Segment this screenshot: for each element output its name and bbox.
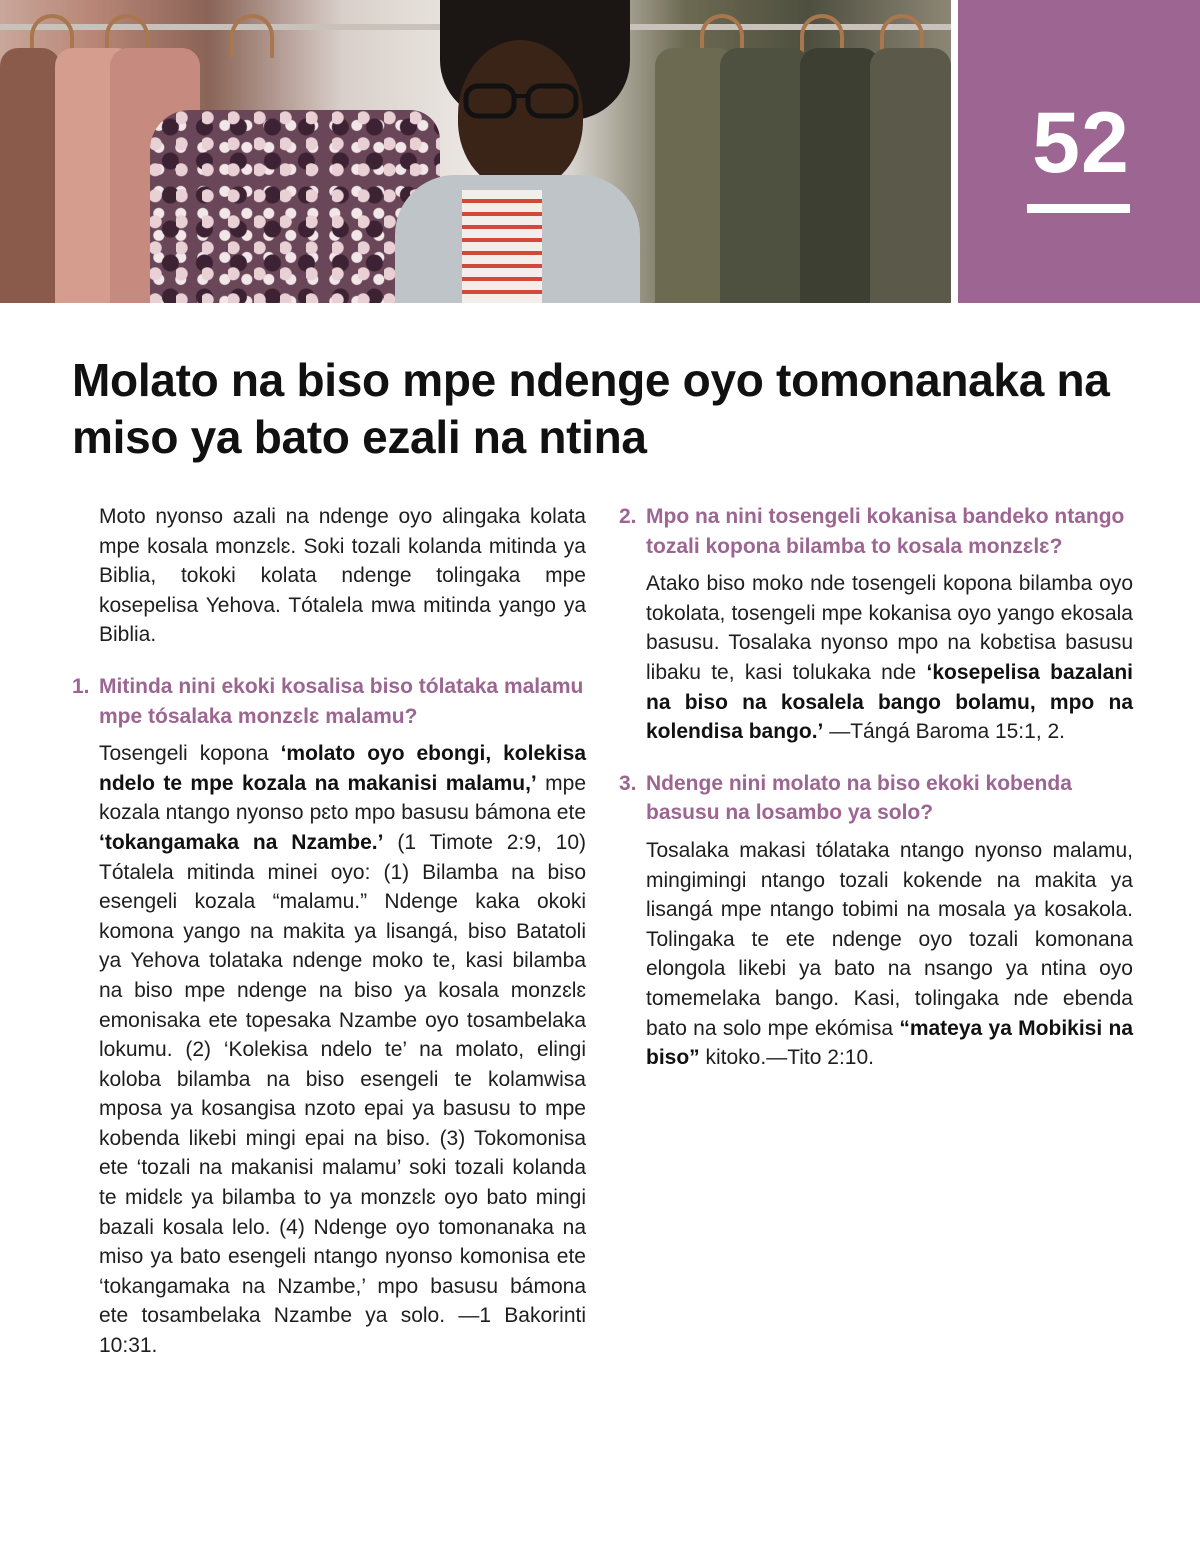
garment (0, 48, 60, 303)
question-number: 2. (619, 505, 637, 528)
left-column (72, 502, 586, 1383)
garment (720, 48, 810, 303)
answer-scripture-quote: ‘kosepelisa bazalani na biso na kosalela bango bolamu, mpo na kolendisa bango.’ (646, 660, 1133, 744)
answer-text: Atako biso moko nde tosengeli kopona bilamba oyo tokolata, tosengeli mpe kokanisa oyo yango ekosala basusu. Tosalaka nyonso mpo na kobɛtisa basusu libaku te, kasi tolukaka nde (646, 572, 1133, 684)
right-column (619, 502, 1133, 1095)
question-number: 3. (619, 771, 637, 795)
answer-text: mpe kozala ntango nyonso pɛto mpo basusu bámona ete (99, 771, 586, 825)
striped-shirt (462, 190, 542, 303)
glasses-icon (462, 82, 582, 120)
answer-text: Tosengeli kopona (99, 742, 281, 766)
hanger-icon (230, 14, 274, 58)
answer-text: —Tángá Baroma 15:1, 2. (823, 720, 1066, 744)
question-2 (619, 502, 1133, 561)
question-3 (619, 769, 1133, 828)
question-text: Mitinda nini ekoki kosalisa biso tólataka malamu mpe tósalaka monzɛlɛ malamu? (99, 674, 584, 728)
garment (800, 48, 880, 303)
answer-scripture-quote: “mateya ya Mobikisi na biso” (646, 1016, 1133, 1070)
garment (870, 48, 951, 303)
lesson-number-block (958, 0, 1200, 303)
answer-2 (619, 569, 1133, 747)
answer-text: (1 Timote 2:9, 10) Tótalela mitinda minei oyo: (1) Bilamba na biso esengeli kozala “malamu.” Ndenge kaka okoki komona yango na makita ya lisangá, biso Batatoli ya Yehova tolataka ndenge moko te, kasi bilamba na biso mpe ndenge na biso ya kosala monzɛlɛ emonisaka ete topesaka Nzambe oyo tosambelaka lokumu. (2) ‘Kolekisa ndelo te’ na molato, elingi koloba bilamba na biso esengeli te kolamwisa mposa ya kosangisa nzoto epai ya basusu to mpe kobenda likebi mingi epai na biso. (3) Tokomonisa ete ‘tozali na makanisi malamu’ soki tozali kolanda te midɛlɛ ya bilamba to ya monzɛlɛ oyo bato mingi bazali kosala lelo. (4) Ndenge oyo tomonanaka na miso ya bato esengeli ntango nyonso komonisa ete ‘tokangamaka na Nzambe,’ mpo basusu bámona ete tosambelaka Nzambe ya solo. —1 Bakorinti 10:31. (99, 830, 586, 1358)
question-1 (72, 672, 586, 731)
question-number: 1. (72, 674, 90, 698)
answer-scripture-quote: ‘tokangamaka na Nzambe.’ (99, 830, 384, 854)
answer-scripture-quote: ‘molato oyo ebongi, kolekisa ndelo te mpe kozala na makanisi malamu,’ (99, 742, 587, 795)
lesson-number-underline (1027, 204, 1130, 213)
answer-1 (72, 739, 586, 1360)
question-text: Mpo na nini tosengeli kokanisa bandeko ntango tozali kopona bilamba to kosala monzɛlɛ? (646, 505, 1125, 558)
answer-3 (619, 836, 1133, 1073)
header-photo (0, 0, 951, 303)
lesson-number: 52 (1032, 95, 1130, 191)
intro-paragraph: Moto nyonso azali na ndenge oyo alingaka kolata mpe kosala monzɛlɛ. Soki tozali kolanda mitinda ya Biblia, tokoki kolata ndenge tolingaka mpe kosepelisa Yehova. Tótalela mwa mitinda yango ya Biblia. (99, 505, 586, 647)
answer-text: kitoko.—Tito 2:10. (699, 1046, 874, 1070)
answer-text: Tosalaka makasi tólataka ntango nyonso malamu, mingimingi ntango tozali kokende na makita ya lisangá mpe ntango tobimi na mosala ya kosakola. Tolingaka te ete ndenge oyo tozali komonana elongola likebi ya bato na nsango ya ntina oyo tomemelaka bango. Kasi, tolingaka nde ebenda bato na solo mpe ekómisa (646, 838, 1133, 1040)
page-title: Molato na biso mpe ndenge oyo tomonanaka na miso ya bato ezali na ntina (72, 354, 1110, 463)
question-text: Ndenge nini molato na biso ekoki kobenda basusu na losambo ya solo? (646, 771, 1072, 825)
